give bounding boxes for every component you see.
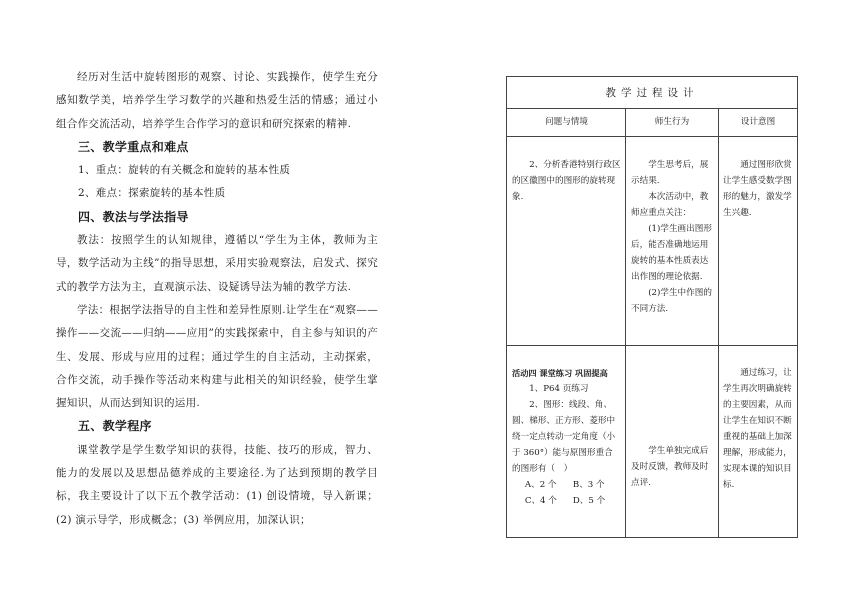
row1-behavior-c: (1)学生画出图形后，能否准确地运用旋转的基本性质表达出作图的理论依据. <box>631 224 712 282</box>
exercise-1: 1、P64 页练习 <box>529 384 589 394</box>
column-header-behavior: 师生行为 <box>626 109 718 137</box>
row1-problem-cell <box>507 157 626 205</box>
row1-intent-text: 通过图形欣赏让学生感受数学图形的魅力，激发学生兴趣. <box>723 160 792 218</box>
options-row-1 <box>512 477 621 493</box>
table-title: 教学过程设计 <box>507 77 797 109</box>
option-a: A、2 个 <box>524 480 557 490</box>
row2-intent-text: 通过练习，让学生再次明确旋转的主要因素，从而让学生在知识不断重视的基础上加深理解，形成能力，实现本课的知识目标. <box>723 368 792 490</box>
row-divider <box>507 345 797 346</box>
row1-behavior-d: (2)学生中作图的不同方法. <box>631 288 712 314</box>
left-column <box>56 66 378 532</box>
options-row-2 <box>512 493 621 509</box>
column-header-intent: 设计意图 <box>718 109 798 137</box>
row2-intent-cell <box>718 365 798 493</box>
heading-methods: 四、教法与学法指导 <box>78 209 189 224</box>
row1-intent-cell <box>718 157 798 221</box>
option-c: C、4 个 <box>524 496 557 506</box>
row1-behavior-b: 本次活动中，教师应重点关注： <box>631 192 709 218</box>
lesson-process-table <box>506 76 798 538</box>
key-point-1: 1、重点：旋转的有关概念和旋转的基本性质 <box>78 164 291 177</box>
row2-behavior-cell <box>626 443 718 491</box>
activity-four-title: 活动四 课堂练习 巩固提高 <box>512 368 608 378</box>
heading-key-points: 三、教学重点和难点 <box>78 139 189 154</box>
paragraph-procedure: 课堂教学是学生数学知识的获得，技能、技巧的形成，智力、能力的发展以及思想品德养成的主要途径.为了达到预期的教学目标，我主要设计了以下五个教学活动：(1) 创设情境，导入新课；(2) 演示导学，形成概念；(3) 举例应用，加深认识； <box>56 443 378 526</box>
option-d: D、5 个 <box>572 496 606 506</box>
column-header-problem: 问题与情境 <box>507 109 626 137</box>
row2-behavior-text: 学生单独完成后及时反馈，教师及时点评. <box>631 446 709 488</box>
paragraph-goals: 经历对生活中旋转图形的观察、讨论、实践操作，使学生充分感知数学美，培养学生学习数学的兴趣和热爱生活的情感；通过小组合作交流活动，培养学生合作学习的意识和研究探索的精神. <box>56 71 378 130</box>
heading-procedure: 五、教学程序 <box>78 419 152 434</box>
paragraph-learning-method: 学法：根据学法指导的自主性和差异性原则.让学生在“观察——操作——交流——归纳——应用”的实践探索中，自主参与知识的产生、发展、形成与应用的过程；通过学生的自主活动，主动探索，合作交流，动手操作等活动来构建与此相关的知识经验，使学生掌握知识，从而达到知识的运用. <box>56 303 378 410</box>
row1-problem-text: 2、分析香港特别行政区的区徽图中的图形的旋转现象. <box>512 160 621 202</box>
row2-problem-cell <box>507 365 626 509</box>
exercise-2: 2、图形：线段、角、圆、梯形、正方形、菱形中绕一定点转动一定角度（小于 360°）能与原图形重合的图形有（ ） <box>512 400 616 474</box>
option-b: B、3 个 <box>572 480 605 490</box>
key-point-2: 2、难点：探索旋转的基本性质 <box>78 187 226 200</box>
row1-behavior-a: 学生思考后，展示结果. <box>631 160 709 186</box>
row1-behavior-cell <box>626 157 718 317</box>
paragraph-teaching-method: 教法：按照学生的认知规律，遵循以“学生为主体，教师为主导，数学活动为主线”的指导思想，采用实验观察法，启发式、探究式的教学方法为主，直观演示法、设疑诱导法为辅的教学方法. <box>56 234 378 293</box>
